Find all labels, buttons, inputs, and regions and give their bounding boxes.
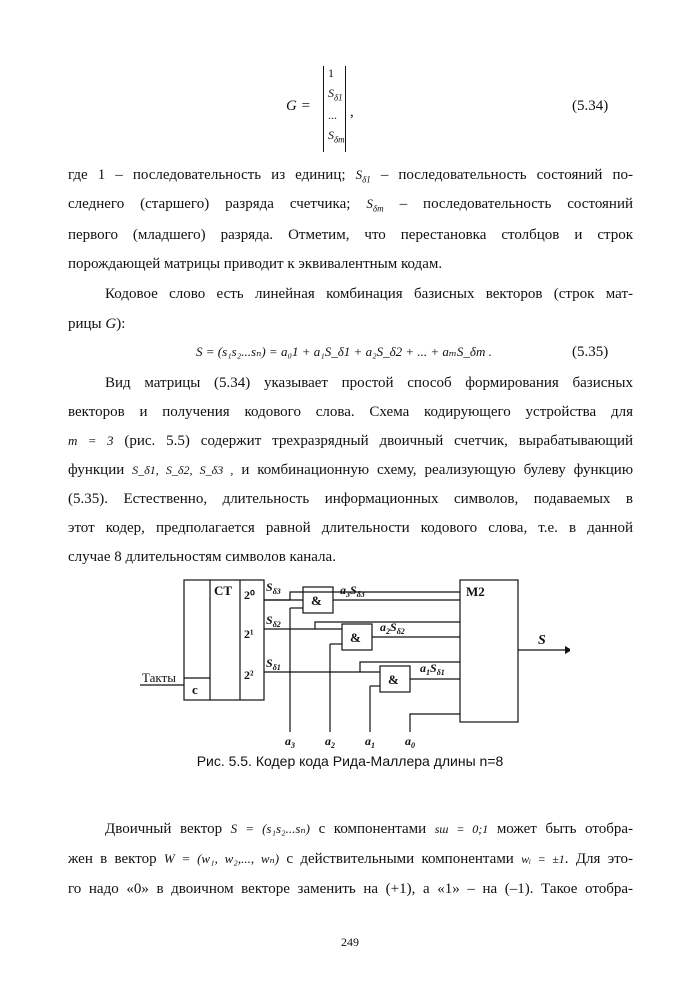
matrix-right-bar xyxy=(345,66,346,152)
input-a1: $a_1$ xyxy=(365,734,375,750)
and-out-label-3: $a_3S_{\delta 3}$ xyxy=(340,583,365,599)
m2-block xyxy=(460,580,518,722)
wire-a0 xyxy=(410,714,460,732)
matrix-left-bar xyxy=(323,66,324,152)
para3-line2: векторов и получения кодового слова. Схема кодирующего устройства для xyxy=(68,404,633,420)
formula-534-comma: , xyxy=(350,104,354,120)
para1-line3: первого (младшего) разряда. Отметим, что перестановка столбцов и строк xyxy=(68,227,633,243)
and-gate-3-label: & xyxy=(311,593,322,608)
matrix-row-3: ... xyxy=(328,108,337,122)
and-out-label-1: $a_1S_{\delta 1}$ xyxy=(420,661,445,677)
figure-caption: Рис. 5.5. Кодер кода Рида-Маллера длины n=8 xyxy=(196,753,504,769)
input-a3: $a_3$ xyxy=(285,734,295,750)
para4-line3: го надо «0» в двоичном векторе заменить на (+1), а «1» – на (–1). Такое отобра- xyxy=(68,881,633,897)
page-number: 249 xyxy=(341,935,359,949)
and-gate-2-label: & xyxy=(350,630,361,645)
para1-line1: где 1 – последовательность из единиц; $S_{\delta 1}$ – последовательность состояний по- xyxy=(68,167,633,185)
output-arrow xyxy=(565,646,570,654)
para3-line1: Вид матрицы (5.34) указывает простой способ формирования базисных xyxy=(105,375,633,391)
para3-line3: m = 3 (рис. 5.5) содержит трехразрядный двоичный счетчик, вырабатывающий xyxy=(68,433,634,449)
para4-line1: Двоичный вектор S = (s₁s₂...sₙ) с компонентами sш = 0;1 может быть отобра- xyxy=(105,821,634,837)
matrix-row-1: 1 xyxy=(328,66,334,80)
encoder-diagram xyxy=(140,572,570,752)
para3-line7: случае 8 длительностям символов канала. xyxy=(68,549,336,565)
s-label-3: $S_{\delta 3}$ xyxy=(266,580,281,596)
input-a0: $a_0$ xyxy=(405,734,415,750)
para4-line2: жен в вектор W = (w₁, w₂,..., wₙ) с действительными компонентами wᵢ = ±1. Для это- xyxy=(68,851,634,867)
m2-label: M2 xyxy=(466,584,485,599)
clock-label: Такты xyxy=(142,670,176,685)
input-a2: $a_2$ xyxy=(325,734,335,750)
para1-line4: порождающей матрицы приводит к эквивалентным кодам. xyxy=(68,256,443,272)
and-out-label-2: $a_2S_{\delta 2}$ xyxy=(380,620,405,636)
para2-line1: Кодовое слово есть линейная комбинация базисных векторов (строк мат- xyxy=(105,286,633,302)
c-label: c xyxy=(192,682,198,697)
para3-line5: (5.35). Естественно, длительность информационных символов, подаваемых в xyxy=(68,491,633,507)
ct-label: CT xyxy=(214,583,233,598)
s-label-2: $S_{\delta 2}$ xyxy=(266,613,281,629)
matrix-row-2: $S_{\delta 1}$ xyxy=(328,86,343,103)
para2-line2: рицы G): xyxy=(68,316,126,332)
formula-534-lhs: G = xyxy=(286,98,311,114)
para3-line6: этот кодер, предполагается равной длительности кодового слова, т.е. в данной xyxy=(68,520,633,536)
s-label-1: $S_{\delta 1}$ xyxy=(266,656,281,672)
equation-number-535: (5.35) xyxy=(572,344,609,360)
counter-output-1: 2¹ xyxy=(244,627,254,641)
matrix-row-4: $S_{\delta m}$ xyxy=(328,128,345,145)
para3-line4: функции S_δ1, S_δ2, S_δ3 , и комбинационную схему, реализующую булеву функцию xyxy=(68,462,634,478)
equation-number-534: (5.34) xyxy=(572,98,609,114)
output-s-label: S xyxy=(538,633,546,648)
para1-line2: следнего (старшего) разряда счетчика; $S_{\delta m}$ – последовательность состояний xyxy=(68,196,634,214)
formula-535: S = (s₁s₂...sₙ) = a₀1 + a₁S_δ1 + a₂S_δ2 + ... + aₘS_δm . xyxy=(196,344,492,359)
counter-output-0: 2⁰ xyxy=(244,588,255,602)
counter-output-2: 2² xyxy=(244,668,254,682)
and-gate-1-label: & xyxy=(388,672,399,687)
